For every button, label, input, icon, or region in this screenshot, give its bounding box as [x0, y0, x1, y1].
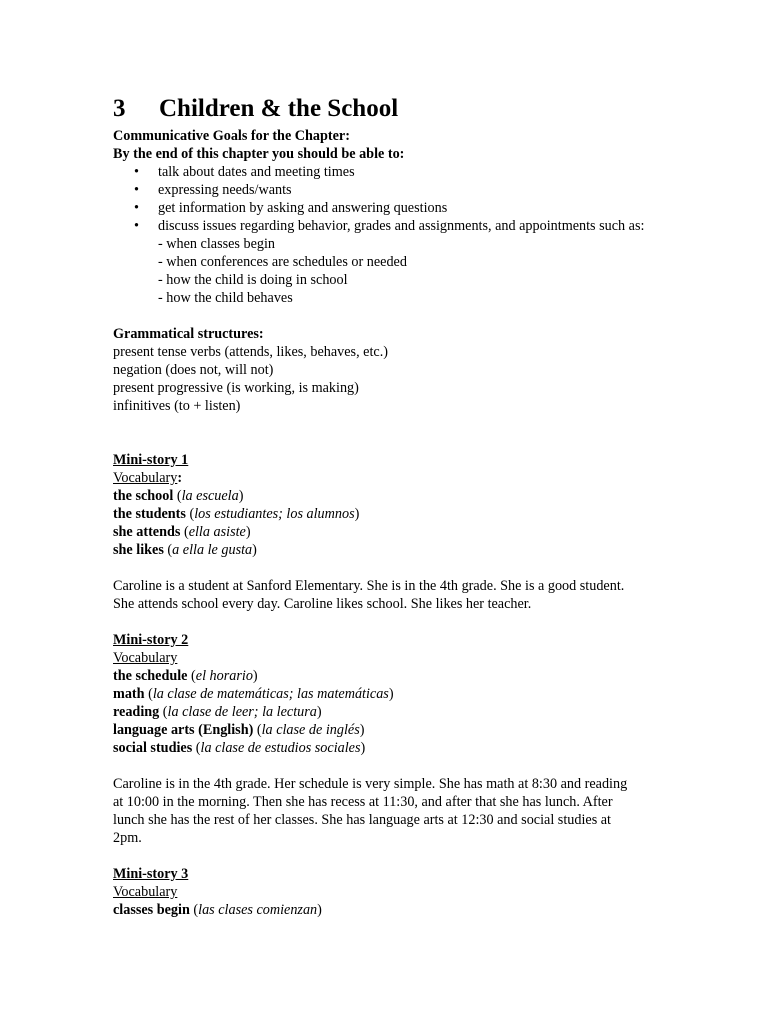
goal-subitem: - when classes begin: [158, 236, 276, 252]
document-page: [113, 92, 673, 919]
goal-item: • get information by asking and answering questions: [134, 200, 448, 216]
chapter-title: [113, 92, 673, 126]
goals-intro: By the end of this chapter you should be able to:: [113, 146, 405, 162]
vocab-entry: classes begin (las clases comienzan): [113, 902, 322, 918]
story2-text: Caroline is in the 4th grade. Her schedule is very simple. She has math at 8:30 and reading at 10:00 in the morning. Then she has recess at 11:30, and after that she has lunch. After lunch she has the rest of her classes. She has language arts at 12:30 and social studies at 2pm.: [113, 776, 628, 846]
bullet-icon: •: [134, 164, 139, 180]
goal-subitem: - how the child is doing in school: [158, 272, 348, 288]
story3-vocab-label: Vocabulary: [113, 884, 178, 900]
vocab-entry: math (la clase de matemáticas; las matemáticas): [113, 686, 394, 702]
grammar-line: infinitives (to + listen): [113, 398, 241, 414]
vocab-entry: she attends (ella asiste): [113, 524, 251, 540]
vocab-entry: reading (la clase de leer; la lectura): [113, 704, 322, 720]
bullet-icon: •: [134, 200, 139, 216]
vocab-entry: social studies (la clase de estudios sociales): [113, 740, 366, 756]
chapter-title-text: Children & the School: [159, 95, 399, 122]
story1-vocab-label: Vocabulary:: [113, 470, 183, 486]
vocab-entry: the school (la escuela): [113, 488, 244, 504]
grammar-line: present tense verbs (attends, likes, behaves, etc.): [113, 344, 388, 360]
goals-heading: Communicative Goals for the Chapter:: [113, 128, 350, 144]
vocab-entry: the students (los estudiantes; los alumnos): [113, 506, 360, 522]
vocab-entry: she likes (a ella le gusta): [113, 542, 257, 558]
bullet-icon: •: [134, 218, 139, 234]
vocab-entry: the schedule (el horario): [113, 668, 258, 684]
story2-heading: Mini-story 2: [113, 632, 189, 648]
story2-vocab-label: Vocabulary: [113, 650, 178, 666]
vocab-entry: language arts (English) (la clase de inglés): [113, 722, 365, 738]
chapter-number: 3: [113, 95, 126, 122]
goals-list: [113, 163, 673, 235]
goal-item: • expressing needs/wants: [134, 182, 292, 198]
grammar-line: negation (does not, will not): [113, 362, 274, 378]
goal-item: • talk about dates and meeting times: [134, 164, 355, 180]
goal-subitem: - when conferences are schedules or needed: [158, 254, 407, 270]
grammar-heading: Grammatical structures:: [113, 326, 264, 342]
story1-text: Caroline is a student at Sanford Elementary. She is in the 4th grade. She is a good student. She attends school every day. Caroline likes school. She likes her teacher.: [113, 578, 625, 612]
story1-heading: Mini-story 1: [113, 452, 189, 468]
goal-item: • discuss issues regarding behavior, grades and assignments, and appointments such as:: [134, 218, 645, 234]
story3-heading: Mini-story 3: [113, 866, 189, 882]
grammar-line: present progressive (is working, is making): [113, 380, 359, 396]
bullet-icon: •: [134, 182, 139, 198]
goal-subitem: - how the child behaves: [158, 290, 293, 306]
